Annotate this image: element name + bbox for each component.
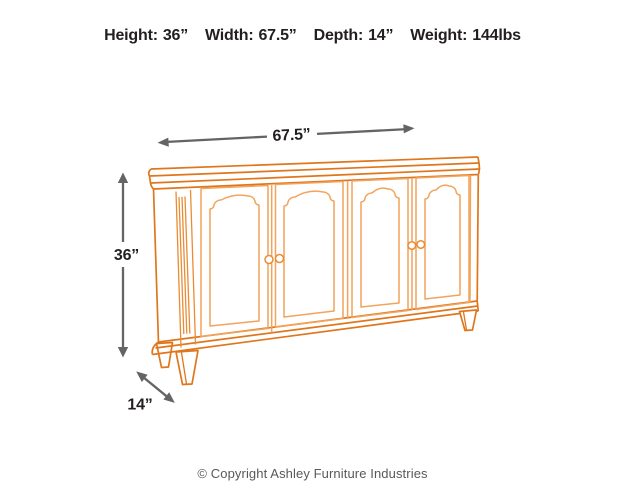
spec-width-value: 67.5” bbox=[258, 27, 297, 44]
spec-height-value: 36” bbox=[162, 27, 189, 44]
door-2 bbox=[276, 182, 344, 328]
spec-depth-label: Depth: bbox=[313, 27, 364, 44]
width-arrow-line-left bbox=[165, 137, 267, 142]
door-3-panel bbox=[361, 188, 399, 307]
spec-width-label: Width: bbox=[205, 27, 254, 44]
copyright-footer bbox=[0, 466, 625, 481]
height-arrowhead-down bbox=[118, 347, 128, 358]
right-outer-edge bbox=[477, 175, 478, 301]
knob-door-1 bbox=[265, 256, 273, 264]
crown-left-cap bbox=[149, 169, 154, 189]
depth-dimension-label: 14” bbox=[127, 396, 153, 414]
spec-weight-value: 144lbs bbox=[472, 27, 521, 44]
knob-door-2 bbox=[276, 255, 284, 263]
left-outer-edge bbox=[154, 189, 159, 343]
door-knobs bbox=[265, 241, 425, 264]
crown-line-2 bbox=[150, 163, 480, 176]
height-dimension-label: 36” bbox=[113, 247, 140, 264]
foot-front-right bbox=[460, 310, 477, 331]
copyright-text: © Copyright Ashley Furniture Industries bbox=[197, 466, 428, 481]
spec-height-label: Height: bbox=[104, 27, 158, 44]
chamfer-right-boundary bbox=[191, 190, 196, 345]
width-arrowhead-left bbox=[158, 138, 169, 147]
foot-front-left bbox=[176, 351, 198, 385]
door-1-panel bbox=[210, 195, 259, 326]
knob-door-4 bbox=[417, 241, 425, 249]
crown-top-edge bbox=[151, 157, 478, 169]
door-2-panel bbox=[284, 191, 334, 317]
cabinet-case-outline bbox=[149, 157, 480, 355]
spec-weight-label: Weight: bbox=[410, 27, 468, 44]
spec-depth-value: 14” bbox=[368, 27, 394, 44]
height-arrowhead-up bbox=[118, 173, 128, 184]
fluted-corner bbox=[176, 190, 196, 348]
base-right-cap bbox=[477, 301, 478, 311]
right-stile-line bbox=[470, 175, 471, 302]
width-dimension-label: 67.5” bbox=[272, 126, 312, 145]
width-arrow-line-right bbox=[317, 129, 407, 134]
crown-right-cap bbox=[478, 157, 480, 175]
base-mid-line bbox=[156, 306, 478, 348]
knob-door-3 bbox=[408, 242, 416, 250]
width-arrowhead-right bbox=[403, 124, 414, 133]
door-4-panel bbox=[425, 185, 460, 299]
depth-arrow-line bbox=[145, 378, 167, 396]
